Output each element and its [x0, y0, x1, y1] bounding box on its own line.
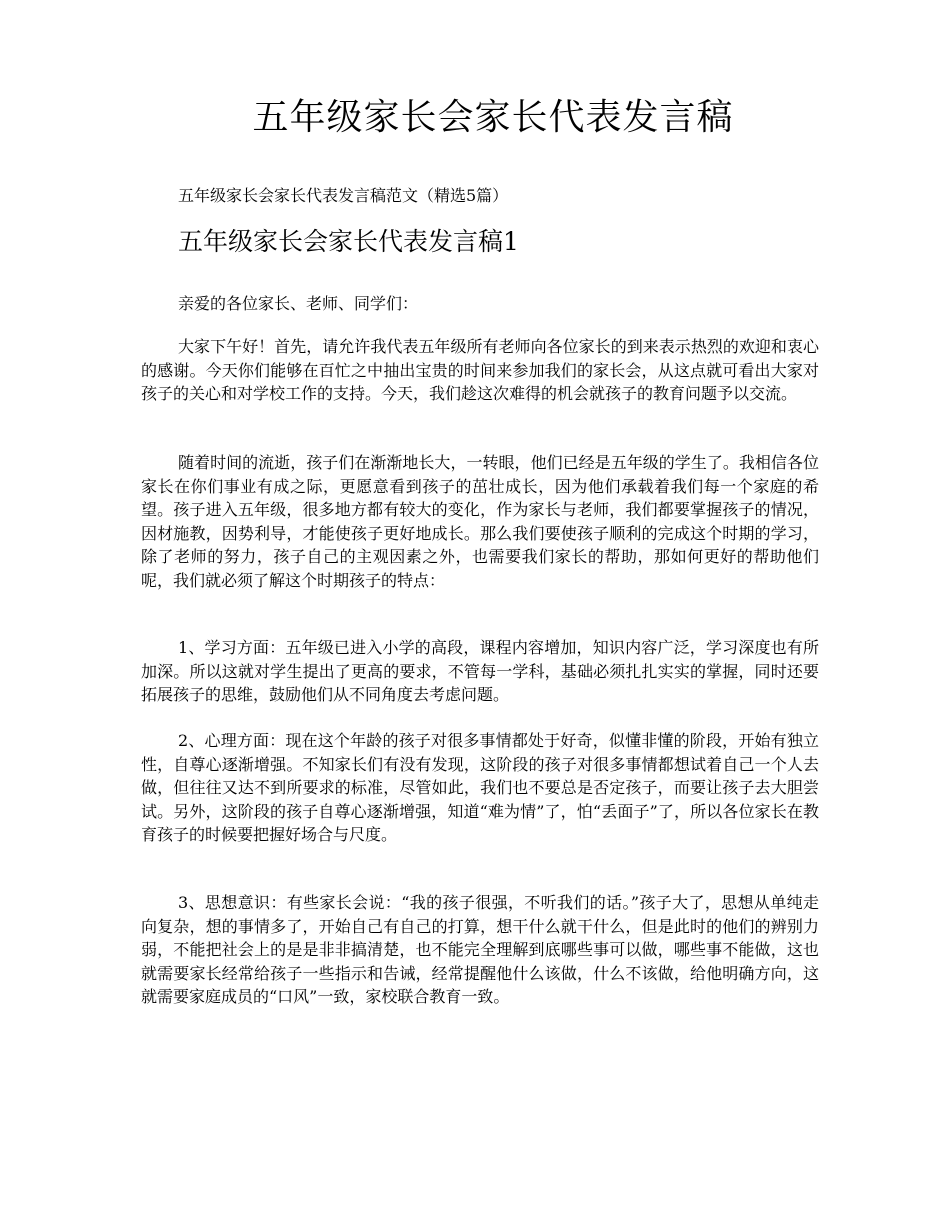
greeting-line [141, 292, 819, 316]
paragraph-text: 大家下午好！首先，请允许我代表五年级所有老师向各位家长的到来表示热烈的欢迎和衷心的感谢。今天你们能够在百忙之中抽出宝贵的时间来参加我们的家长会，从这点就可看出大家对孩子的关心和对学校工作的支持。今天，我们趁这次难得的机会就孩子的教育问题予以交流。 [141, 337, 819, 403]
paragraph-text: 2、心理方面：现在这个年龄的孩子对很多事情都处于好奇，似懂非懂的阶段，开始有独立性，自尊心逐渐增强。不知家长们有没有发现，这阶段的孩子对很多事情都想试着自己一个人去做，但往往又达不到所要求的标准，尽管如此，我们也不要总是否定孩子，而要让孩子去大胆尝试。另外，这阶段的孩子自尊心逐渐增强，知道“难为情”了，怕“丢面子”了，所以各位家长在教育孩子的时候要把握好场合与尺度。 [141, 731, 819, 844]
paragraph-text: 3、思想意识：有些家长会说：“我的孩子很强，不听我们的话。”孩子大了，思想从单纯走向复杂，想的事情多了，开始自己有自己的打算，想干什么就干什么，但是此时的他们的辨别力弱，不能把社会上的是是非非搞清楚，也不能完全理解到底哪些事可以做，哪些事不能做，这也就需要家长经常给孩子一些指示和告诫，经常提醒他什么该做，什么不该做，给他明确方向，这就需要家庭成员的“口风”一致，家校联合教育一致。 [141, 893, 819, 1006]
document-title: 五年级家长会家长代表发言稿 [252, 97, 734, 138]
paragraph-introduction [141, 451, 819, 592]
paragraph-point-study [141, 636, 819, 707]
section-heading: 五年级家长会家长代表发言稿1 [178, 227, 519, 256]
document-subtitle: 五年级家长会家长代表发言稿范文（精选5篇） [178, 186, 509, 205]
paragraph-point-psychology [141, 729, 819, 847]
paragraph-point-thinking [141, 891, 819, 1009]
paragraph-text: 随着时间的流逝，孩子们在渐渐地长大，一转眼，他们已经是五年级的学生了。我相信各位家长在你们事业有成之际，更愿意看到孩子的茁壮成长，因为他们承载着我们每一个家庭的希望。孩子进入五年级，很多地方都有较大的变化，作为家长与老师，我们都要掌握孩子的情况，因材施教，因势利导，才能使孩子更好地成长。那么我们要使孩子顺利的完成这个时期的学习，除了老师的努力，孩子自己的主观因素之外，也需要我们家长的帮助，那如何更好的帮助他们呢，我们就必须了解这个时期孩子的特点： [141, 453, 819, 590]
greeting-text: 亲爱的各位家长、老师、同学们： [178, 294, 419, 313]
paragraph-opening [141, 335, 819, 406]
paragraph-text: 1、学习方面：五年级已进入小学的高段，课程内容增加，知识内容广泛，学习深度也有所加深。所以这就对学生提出了更高的要求，不管每一学科，基础必须扎扎实实的掌握，同时还要拓展孩子的思维，鼓励他们从不同角度去考虑问题。 [141, 638, 819, 704]
